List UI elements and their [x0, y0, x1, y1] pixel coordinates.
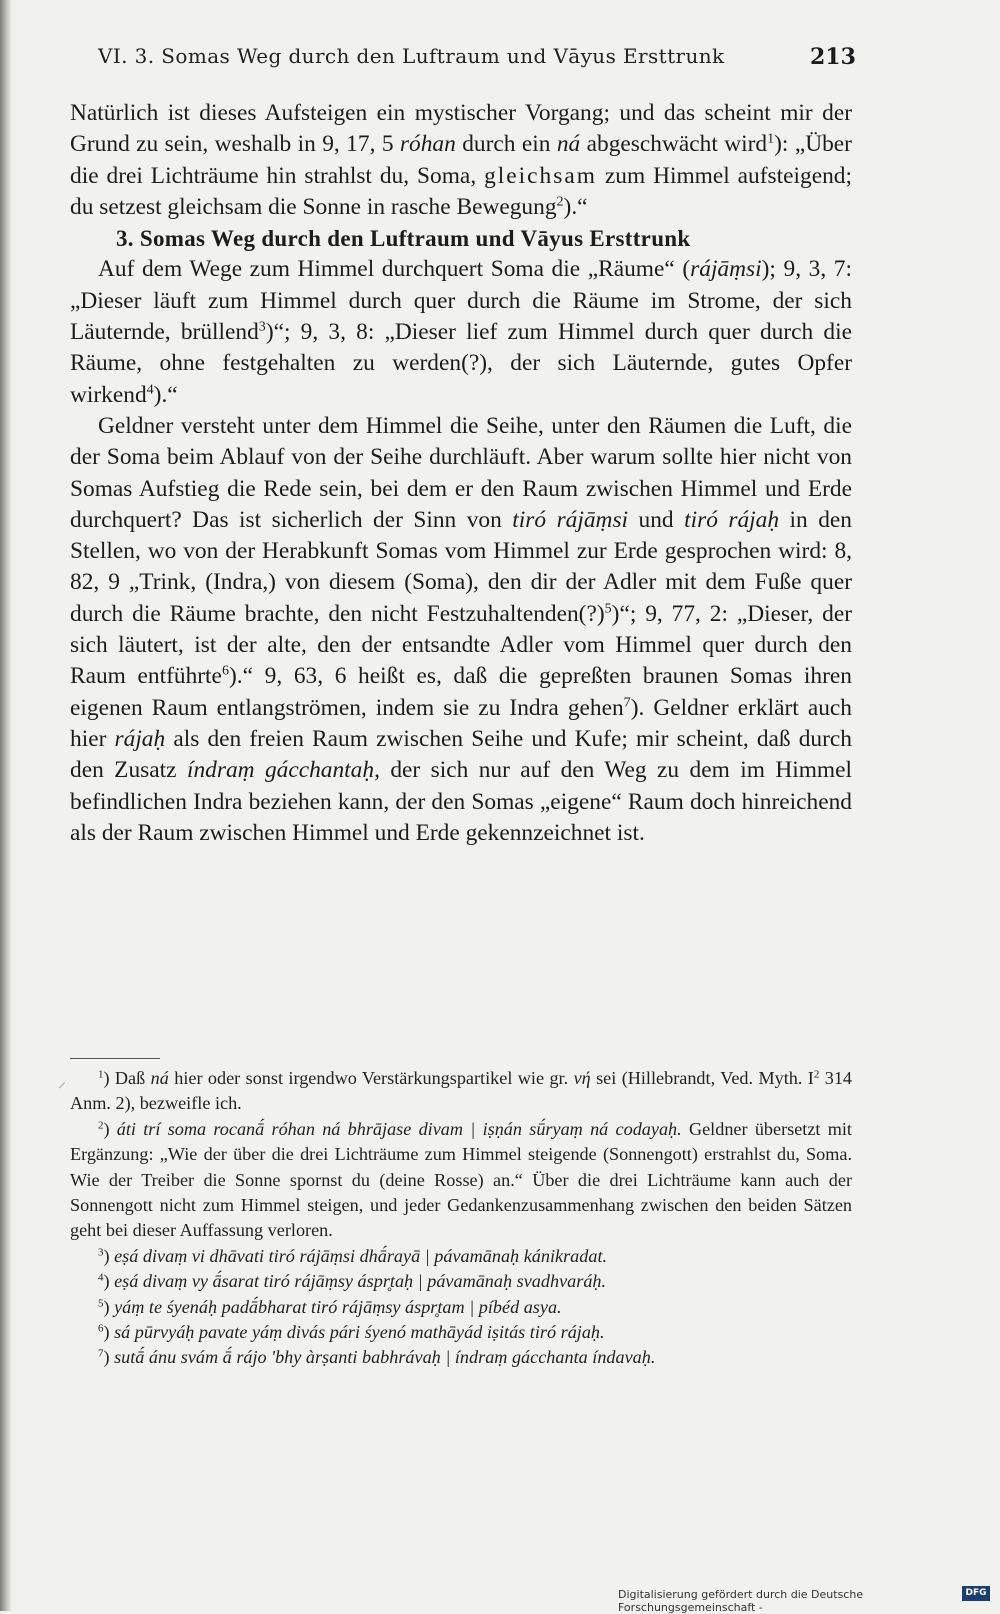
footnote-number: 7: [98, 1347, 104, 1360]
footnote-number: 2: [98, 1119, 104, 1132]
text-run: ). Geldner erklärt auch hier: [70, 694, 852, 752]
text-run: als den freien Raum zwischen Seihe und Kufe; mir scheint, daß durch den Zusatz: [70, 725, 852, 784]
dfg-logo: DFG: [962, 1586, 990, 1601]
text-run: Natürlich ist dieses Aufsteigen ein mystischer Vorgang; und das scheint mir der Grund zu sein, weshalb in 9, 17, 5: [70, 100, 852, 158]
sanskrit-verse: eṣá divaṃ vy ā́sarat tiró rájāṃsy áspr̥taḥ | pávamānaḥ svadhvaráḥ.: [114, 1271, 607, 1292]
text-run: ): [103, 1347, 115, 1368]
text-run: ): [103, 1322, 115, 1343]
text-run: durch ein: [455, 131, 557, 158]
text-run: sei (Hillebrandt, Ved. Myth. I: [590, 1068, 814, 1088]
emphasized-word: gleichsam: [484, 162, 597, 189]
footnote-1: [70, 1066, 852, 1117]
text-run: )“; 9, 3, 8: „Dieser lief zum Himmel durch quer durch die Räume, ohne festgehalten zu werden(?), der sich Läuternde, gutes Opfer wirkend: [70, 319, 853, 408]
book-spine-shadow: [0, 0, 12, 1611]
text-run: ) Daß: [103, 1068, 151, 1088]
sanskrit-verse: yáṃ te śyenáḥ padā́bharat tiró rájāṃsy áspr̥tam | píbéd asya.: [114, 1296, 562, 1317]
text-run: zum Himmel aufsteigend; du setzest gleichsam die Sonne in rasche Bewegung: [70, 162, 852, 220]
footnote-ref-1[interactable]: 1: [767, 130, 775, 147]
footnote-number: 3: [98, 1246, 104, 1259]
footnotes: [70, 1066, 852, 1371]
paragraph-1: [70, 98, 852, 223]
footnote-number: 5: [98, 1297, 104, 1310]
paragraph-2: [70, 254, 852, 410]
running-header: VI. 3. Somas Weg durch den Luftraum und Vāyus Ersttrunk: [98, 44, 725, 68]
sanskrit-verse: sutā́ ánu svám ā́ rájo 'bhy àrṣanti babhrávaḥ | índraṃ gácchanta índavaḥ.: [114, 1347, 656, 1368]
footnote-5: [70, 1295, 852, 1320]
text-run: Auf dem Wege zum Himmel durchquert Soma die „Räume“ (: [98, 256, 691, 283]
greek-term: νή: [573, 1068, 591, 1088]
footnote-separator: [70, 1058, 160, 1059]
sanskrit-verse: áti trí soma rocanā́ róhan ná bhrājase divam | iṣṇán sū́ryaṃ ná codayaḥ.: [116, 1118, 682, 1139]
sanskrit-term: ná: [556, 131, 581, 158]
sanskrit-verse: eṣá divaṃ vi dhāvati tiró rájāṃsi dhā́rayā | pávamānaḥ kánikradat.: [114, 1245, 608, 1266]
footnote-ref-5[interactable]: 5: [604, 600, 612, 617]
sanskrit-verse: sá pūrvyáḥ pavate yáṃ divás pári śyenó mathāyád iṣitás tiró rájaḥ.: [114, 1322, 605, 1343]
footnote-6: [70, 1320, 852, 1345]
pencil-mark-icon: ⸝: [58, 1072, 67, 1091]
sanskrit-term: rájāṃsi: [690, 256, 762, 283]
text-run: ): [103, 1245, 115, 1266]
text-run: Geldner versteht unter dem Himmel die Seihe, unter den Räumen die Luft, die der Soma beim Ablauf von der Seihe durchläuft. Aber warum sollte hier nicht von Somas Aufstieg die Rede sein, bei dem er den Raum zwischen Himmel und Erde durchquert? Das ist sicherlich der Sinn von: [70, 412, 852, 533]
text-run: , der sich nur auf den Weg zu dem im Himmel befindlichen Indra beziehen kann, der den Somas „eigene“ Raum doch hinreichend als der Raum zwischen Himmel und Erde gekennzeichnet ist.: [70, 757, 852, 846]
text-run: 314 Anm. 2), bezweifle ich.: [70, 1068, 853, 1114]
footnote-ref-3[interactable]: 3: [258, 318, 266, 335]
text-run: ); 9, 3, 7: „Dieser läuft zum Himmel durch quer durch die Räume im Strome, der sich Läuternde, brüllend: [70, 256, 852, 346]
edition-superscript: 2: [813, 1068, 820, 1081]
paragraph-3: [70, 411, 852, 849]
footnote-ref-7[interactable]: 7: [623, 694, 631, 711]
main-text: [70, 98, 852, 849]
sanskrit-term: índraṃ gácchantaḥ: [186, 757, 375, 784]
text-run: ).“: [153, 381, 178, 408]
text-run: )“; 9, 77, 2: „Dieser, der sich läutert, ist der alte, den der entsandte Adler vom Himmel quer durch den Raum entführte: [70, 600, 852, 690]
footnote-2: [70, 1117, 852, 1244]
section-heading: 3. Somas Weg durch den Luftraum und Vāyus Ersttrunk: [116, 226, 691, 252]
footnote-4: [70, 1269, 852, 1294]
sanskrit-term: ná: [150, 1068, 169, 1088]
footnote-ref-6[interactable]: 6: [221, 662, 229, 679]
footnote-7: [70, 1345, 852, 1370]
footnote-number: 1: [98, 1068, 104, 1081]
text-run: in den Stellen, wo von der Herabkunft Somas vom Himmel zur Erde gesprochen wird: 8, 82, 9 „Trink, (Indra,) von diesem (Soma), den dir der Adler mit dem Fuße quer durch die Räume brachte, den nicht Festzuhaltenden(?): [70, 506, 852, 627]
text-run: ): [103, 1271, 115, 1292]
text-run: abgeschwächt wird: [580, 131, 768, 158]
text-run: ).“: [563, 193, 588, 220]
footnote-3: [70, 1244, 852, 1269]
digitization-credit: Digitalisierung gefördert durch die Deutsche Forschungsgemeinschaft -: [618, 1588, 864, 1614]
footnote-ref-4[interactable]: 4: [146, 381, 154, 398]
footnote-number: 6: [98, 1322, 104, 1335]
text-run: hier oder sonst irgendwo Verstärkungspartikel wie gr.: [168, 1068, 574, 1088]
text-run: Geldner übersetzt mit Ergänzung: „Wie der über die drei Lichträume zum Himmel steigende (Sonnengott) erstrahlst du, Soma. Wie der Treiber die Sonne spornst du (deine Rosse) an.“ Über die drei Lichträume kann auch der Sonnengott nicht zum Himmel steigen, und jeder Gedankenzusammenhang zwischen den beiden Sätzen geht bei dieser Auffassung verloren.: [70, 1118, 852, 1241]
sanskrit-term: rájaḥ: [114, 725, 166, 752]
sanskrit-term: tiró rájaḥ: [684, 506, 780, 533]
sanskrit-term: róhan: [399, 131, 456, 158]
text-run: ): [103, 1118, 117, 1139]
text-run: ).“ 9, 63, 6 heißt es, daß die gepreßten braunen Somas ihren eigenen Raum entlangströmen, indem sie zu Indra gehen: [70, 663, 852, 721]
footnote-ref-2[interactable]: 2: [556, 193, 564, 210]
page-number: 213: [810, 44, 856, 70]
text-run: und: [628, 506, 685, 533]
text-run: ): „Über die drei Lichträume hin strahlst du, Soma,: [70, 131, 852, 189]
text-run: ): [103, 1296, 115, 1317]
sanskrit-term: tiró rájāṃsi: [512, 506, 629, 533]
footnote-number: 4: [98, 1271, 104, 1284]
